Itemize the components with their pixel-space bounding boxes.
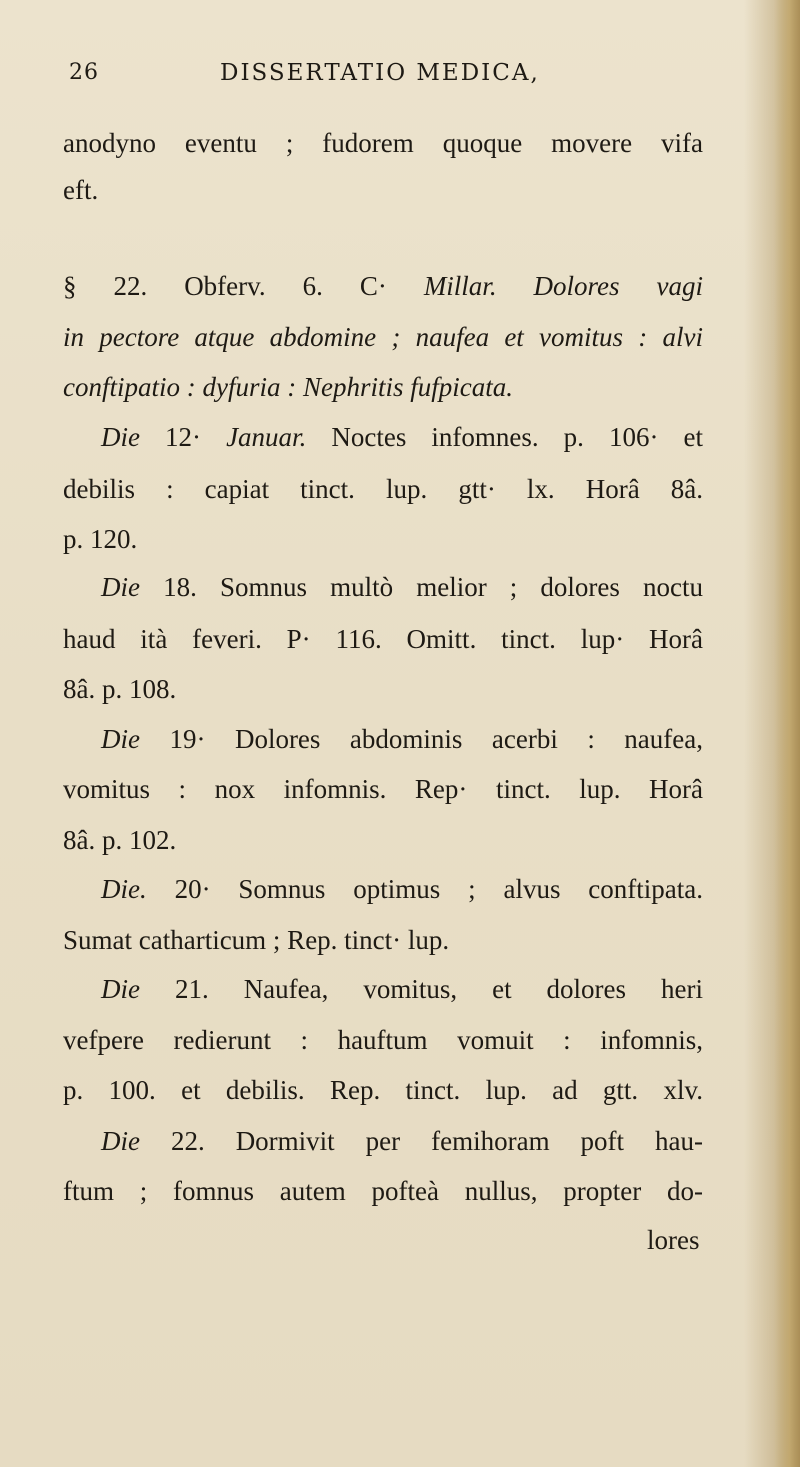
text-run: Die [101, 724, 140, 754]
text-run: Die [101, 422, 140, 452]
text-line [101, 874, 703, 904]
text-run: Die. [101, 874, 147, 904]
text-run: 18. Somnus multò melior ; dolores noctu [139, 572, 703, 602]
page-edge-shadow [774, 0, 800, 1467]
text-line [63, 322, 703, 352]
text-line [63, 372, 513, 402]
text-run: conftipatio : dyfuria : Nephritis fufpicata. [63, 372, 513, 402]
text-line [63, 925, 449, 955]
text-run: 20· Somnus optimus ; alvus conftipata. [146, 874, 703, 904]
text-run: ftum ; fomnus autem pofteà nullus, propter do- [63, 1176, 703, 1206]
text-line [101, 724, 703, 754]
text-line [63, 774, 703, 804]
text-run: eft. [63, 175, 99, 205]
text-run: Noctes infomnes. p. 106· et [306, 422, 703, 452]
text-line [101, 1126, 703, 1156]
text-line [63, 1075, 703, 1105]
text-run: vomitus : nox infomnis. Rep· tinct. lup. Horâ [63, 774, 703, 804]
text-line [63, 624, 703, 654]
text-run: 21. Naufea, vomitus, et dolores heri [139, 974, 703, 1004]
text-run: Die [101, 974, 140, 1004]
text-line [63, 271, 703, 301]
text-run: Die [101, 1126, 140, 1156]
text-run: 8â. p. 108. [63, 674, 177, 704]
text-line [101, 572, 703, 602]
text-run: § 22. Obferv. 6. C· [63, 271, 424, 301]
text-run: Sumat catharticum ; Rep. tinct· lup. [63, 925, 450, 955]
text-run: anodyno eventu ; fudorem quoque movere vifa [63, 128, 703, 158]
text-run: haud ità feveri. P· 116. Omitt. tinct. lup· Horâ [63, 624, 703, 654]
text-line [63, 175, 98, 205]
text-line [63, 474, 703, 504]
text-run: p. 120. [63, 524, 138, 554]
text-line [63, 1176, 703, 1206]
text-run: Millar. Dolores vagi [423, 271, 703, 301]
page-header [60, 60, 680, 100]
text-run: 19· Dolores abdominis acerbi : naufea, [139, 724, 703, 754]
text-line [101, 422, 703, 452]
text-line [63, 128, 703, 158]
text-run: p. 100. et debilis. Rep. tinct. lup. ad gtt. xlv. [63, 1075, 703, 1105]
text-line [63, 1025, 703, 1055]
text-line [63, 674, 176, 704]
text-run: Die [101, 572, 140, 602]
text-run: 8â. p. 102. [63, 825, 177, 855]
page-number: 26 [69, 60, 99, 85]
text-run: in pectore atque abdomine ; naufea et vomitus : alvi [63, 322, 703, 352]
text-line [647, 1225, 699, 1255]
text-run: 12· [139, 422, 227, 452]
text-run: vefpere redierunt : hauftum vomuit : infomnis, [63, 1025, 703, 1055]
text-run: debilis : capiat tinct. lup. gtt· lx. Horâ 8â. [63, 474, 703, 504]
running-head: DISSERTATIO MEDICA, [220, 60, 540, 86]
text-run: 22. Dormivit per femihoram poft hau- [139, 1126, 703, 1156]
text-line [101, 974, 703, 1004]
text-run: lores [647, 1225, 700, 1255]
text-line [63, 524, 137, 554]
text-run: Januar. [226, 422, 307, 452]
text-line [63, 825, 176, 855]
